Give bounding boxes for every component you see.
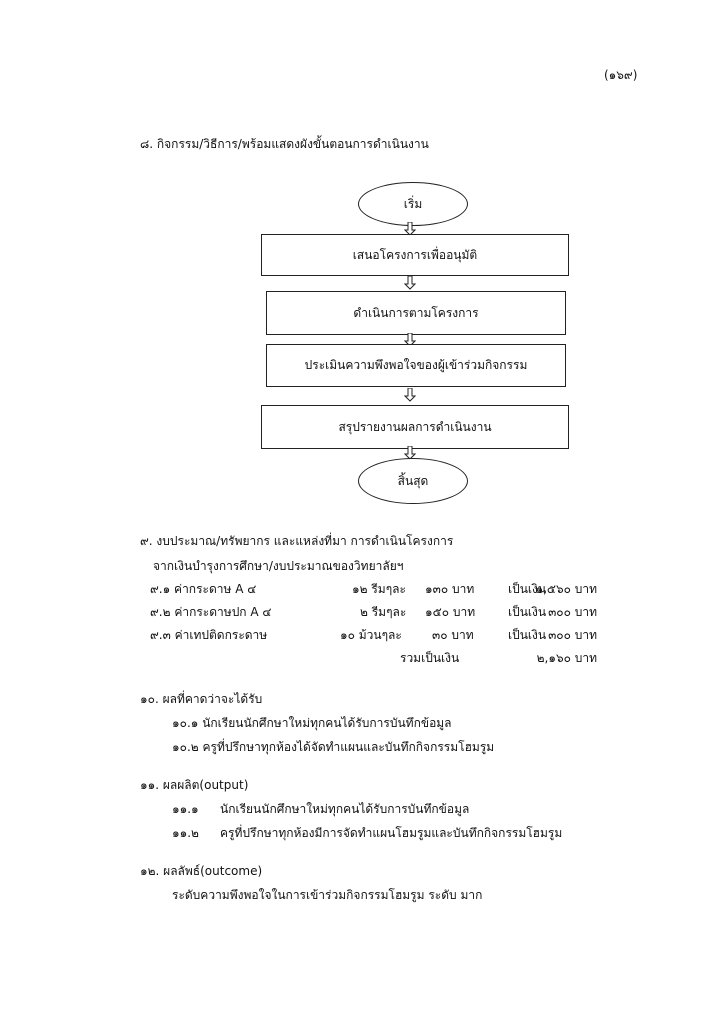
budget-item-qty: ๑๒ รีมๆละ [352, 582, 406, 596]
flow-arrow-icon [404, 388, 416, 402]
flow-step-3 [266, 344, 566, 387]
section-10-heading: ๑๐. ผลที่คาดว่าจะได้รับ [140, 692, 263, 706]
budget-item-label: เป็นเงิน [508, 582, 547, 596]
flow-step-2 [266, 291, 566, 335]
budget-item-label: เป็นเงิน [508, 605, 547, 619]
budget-source: จากเงินบำรุงการศึกษา/งบประมาณของวิทยาลัยฯ [153, 559, 404, 573]
output-item-number: ๑๑.๑ [172, 802, 199, 816]
budget-total-label: รวมเป็นเงิน [400, 651, 460, 665]
flow-start-label: เริ่ม [403, 196, 423, 211]
section-11-heading: ๑๑. ผลผลิต(output) [140, 778, 249, 792]
outcome-text: ระดับความพึงพอใจในการเข้าร่วมกิจกรรมโฮมรูม ระดับ มาก [172, 888, 483, 902]
expected-result-item: ๑๐.๒ ครูที่ปรึกษาทุกห้องได้จัดทำแผนและบันทึกกิจกรรมโฮมรูม [172, 740, 495, 754]
budget-item-amount: ๑,๕๖๐ บาท [535, 582, 597, 596]
budget-item-name: ๙.๒ ค่ากระดาษปก A ๔ [150, 605, 272, 619]
budget-item-label: เป็นเงิน [508, 628, 547, 642]
budget-item-name: ๙.๑ ค่ากระดาษ A ๔ [150, 582, 257, 596]
flow-end [358, 458, 468, 504]
flow-step-1-label: เสนอโครงการเพื่ออนุมัติ [352, 247, 478, 262]
budget-item-price: ๑๓๐ บาท [425, 582, 475, 596]
flow-end-label: สิ้นสุด [397, 473, 429, 488]
budget-item-amount: ๓๐๐ บาท [548, 628, 597, 642]
budget-item-amount: ๓๐๐ บาท [548, 605, 597, 619]
output-item-text: ครูที่ปรึกษาทุกห้องมีการจัดทำแผนโฮมรูมและบันทึกกิจกรรมโฮมรูม [220, 826, 563, 840]
flow-step-4-label: สรุปรายงานผลการดำเนินงาน [338, 419, 492, 434]
budget-total-amount: ๒,๑๖๐ บาท [536, 651, 597, 665]
flow-step-4 [261, 405, 569, 449]
output-item-number: ๑๑.๒ [172, 826, 199, 840]
budget-item-qty: ๑๐ ม้วนๆละ [340, 628, 402, 642]
budget-item-price: ๑๕๐ บาท [425, 605, 476, 619]
output-item-text: นักเรียนนักศึกษาใหม่ทุกคนได้รับการบันทึกข้อมูล [220, 802, 470, 816]
section-9-heading: ๙. งบประมาณ/ทรัพยากร และแหล่งที่มา การดำเนินโครงการ [140, 534, 454, 548]
flow-start [358, 182, 468, 226]
budget-item-price: ๓๐ บาท [432, 628, 474, 642]
page-number: (๑๖๙) [604, 68, 638, 82]
section-8-heading: ๘. กิจกรรม/วิธีการ/พร้อมแสดงผังขั้นตอนการดำเนินงาน [140, 137, 429, 151]
flow-step-2-label: ดำเนินการตามโครงการ [353, 305, 479, 320]
budget-item-name: ๙.๓ ค่าเทปติดกระดาษ [150, 628, 268, 642]
flow-step-1 [261, 234, 569, 276]
section-12-heading: ๑๒. ผลลัพธ์(outcome) [140, 864, 263, 878]
flow-arrow-icon [404, 276, 416, 290]
flow-step-3-label: ประเมินความพึงพอใจของผู้เข้าร่วมกิจกรรม [304, 358, 528, 372]
budget-item-qty: ๒ รีมๆละ [360, 605, 407, 619]
expected-result-item: ๑๐.๑ นักเรียนนักศึกษาใหม่ทุกคนได้รับการบันทึกข้อมูล [172, 716, 452, 730]
